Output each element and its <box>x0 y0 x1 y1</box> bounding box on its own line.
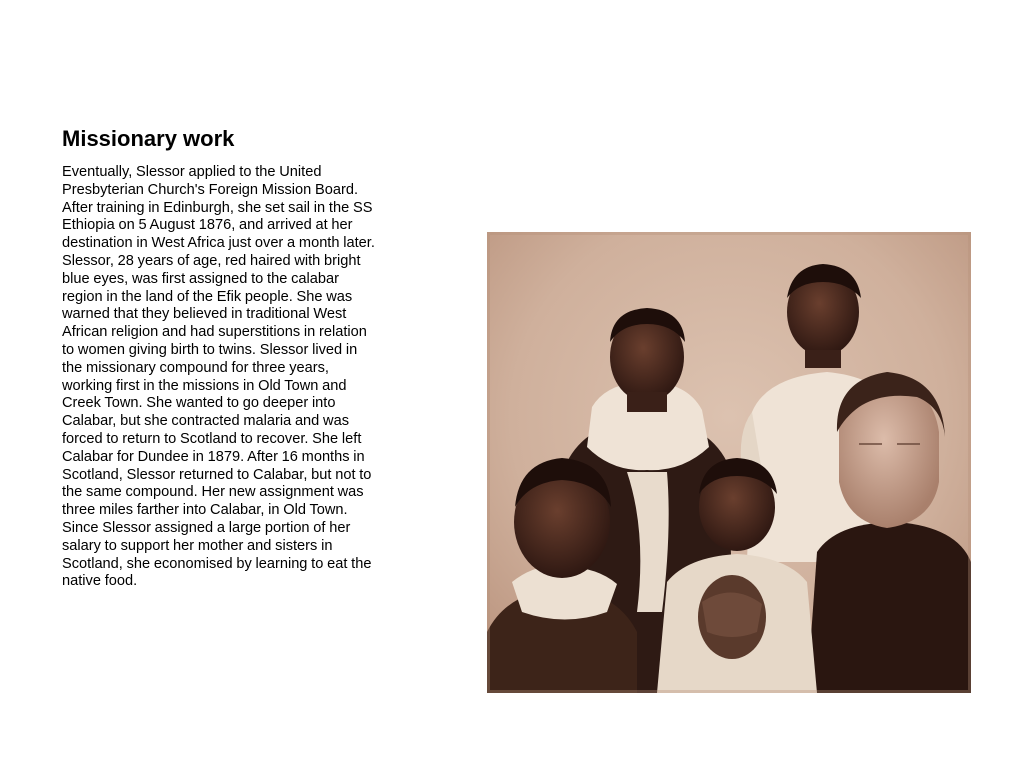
slide-body-text: Eventually, Slessor applied to the United Presbyterian Church's Foreign Mission Board. After training in Edinburgh, she set sail in the SS Ethiopia on 5 August 1876, and arrived at her destination in West Africa just over a month later. Slessor, 28 years of age, red haired with bright blue eyes, was first assigned to the calabar region in the land of the Efik people. She was warned that they believed in traditional West African religion and had superstitions in relation to women giving birth to twins. Slessor lived in the missionary compound for three years, working first in the missions in Old Town and Creek Town. She wanted to go deeper into Calabar, but she contracted malaria and was forced to return to Scotland to recover. She left Calabar for Dundee in 1879. After 16 months in Scotland, Slessor returned to Calabar, but not to the same compound. Her new assignment was three miles farther into Calabar, in Old Town. Since Slessor assigned a large portion of her salary to support her mother and sisters in Scotland, she economised by learning to eat the native food. <box>62 164 375 590</box>
historical-photo <box>487 232 971 693</box>
photo-illustration <box>487 232 971 693</box>
slide-title: Missionary work <box>62 126 235 151</box>
